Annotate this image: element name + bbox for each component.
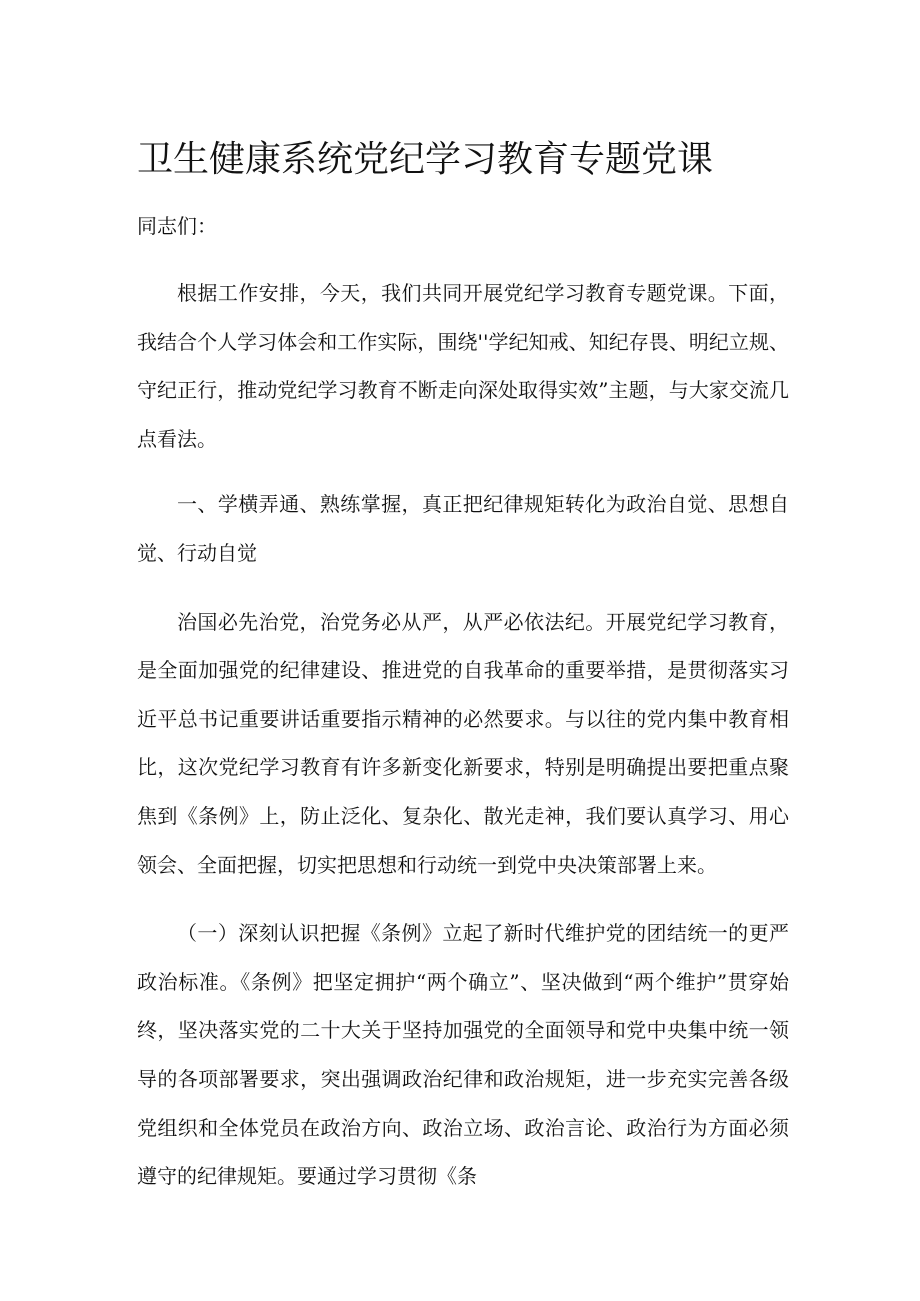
document-body	[137, 206, 789, 1199]
paragraph-subsection-1: （一）深刻认识把握《条例》立起了新时代维护党的团结统一的更严政治标准。《条例》把坚定拥护“两个确立”、坚决做到“两个维护”贯穿始终，坚决落实党的二十大关于坚持加强党的全面领导和党中央集中统一领导的各项部署要求，突出强调政治纪律和政治规矩，进一步充实完善各级党组织和全体党员在政治方向、政治立场、政治言论、政治行为方面必须遵守的纪律规矩。要通过学习贯彻《条	[137, 921, 789, 1189]
section-heading-1: 一、学横弄通、熟练掌握，真正把纪律规矩转化为政治自觉、思想自觉、行动自觉	[137, 492, 789, 565]
paragraph-body-1: 治国必先治党，治党务必从严，从严必依法纪。开展党纪学习教育，是全面加强党的纪律建设、推进党的自我革命的重要举措，是贯彻落实习近平总书记重要讲话重要指示精神的必然要求。与以往的党内集中教育相比，这次党纪学习教育有许多新变化新要求，特别是明确提出要把重点聚焦到《条例》上，防止泛化、复杂化、散光走神，我们要认真学习、用心领会、全面把握，切实把思想和行动统一到党中央决策部署上来。	[137, 609, 789, 877]
document-title: 卫生健康系统党纪学习教育专题党课	[137, 139, 714, 180]
salutation: 同志们：	[137, 214, 217, 238]
paragraph-intro: 根据工作安排，今天，我们共同开展党纪学习教育专题党课。下面，我结合个人学习体会和工作实际，围绕''学纪知戒、知纪存畏、明纪立规、守纪正行，推动党纪学习教育不断走向深处取得实效”主题，与大家交流几点看法。	[137, 281, 789, 451]
